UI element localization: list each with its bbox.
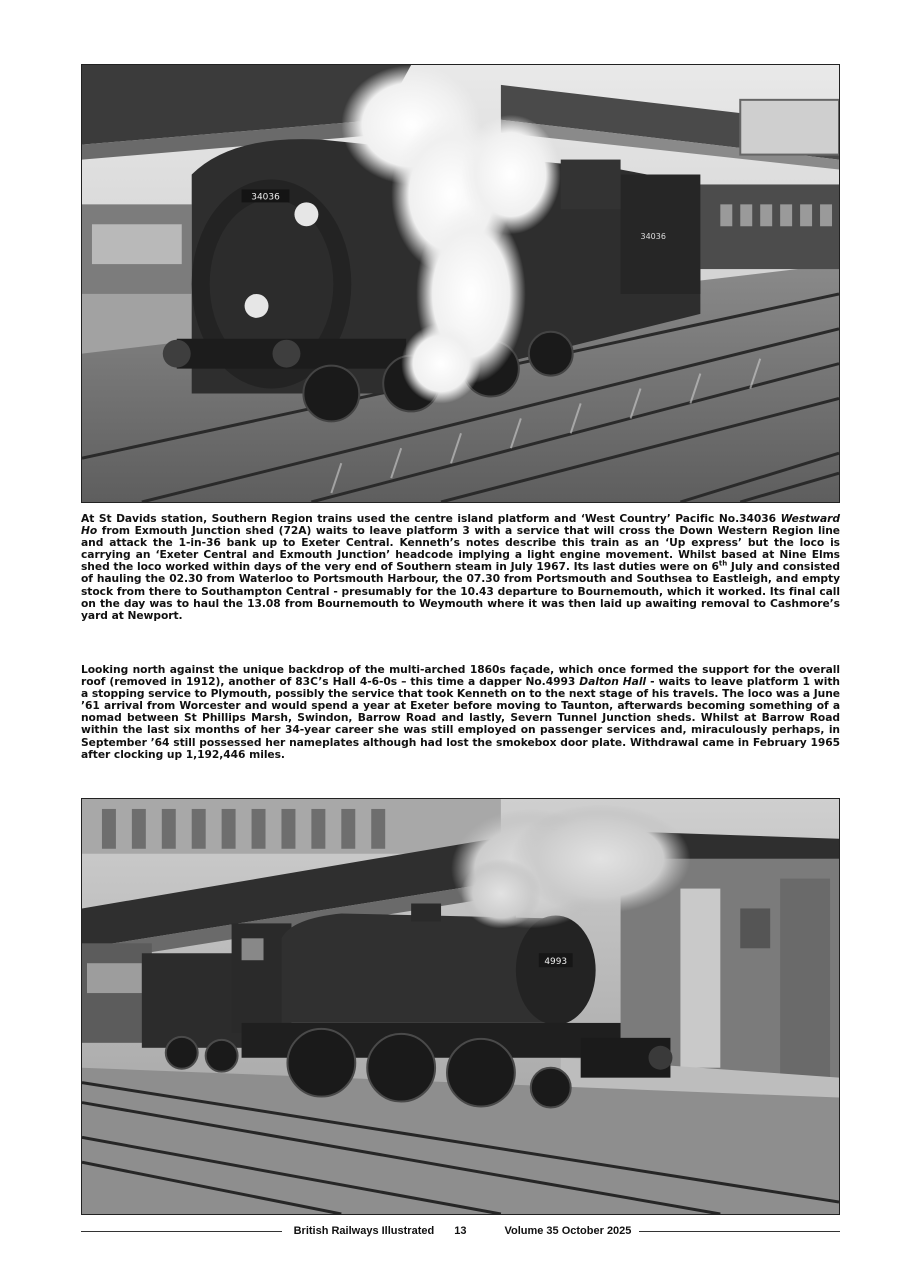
caption-1-text-b: from Exmouth Junction shed (72A) waits to leave platform 3 with a service that will cross the Down Western Region line and attack the 1-in-36 bank up to Exeter Central. Kenneth’s notes describe this train as an ‘Up express’ but the loco is carrying an ‘Exeter Central and Exmouth Junction’ headcode implying a light engine movement. Whilst based at Nine Elms shed the loco worked within days of the very end of Southern steam in July 1967. Its last duties were on 6: [81, 524, 840, 574]
top-loco-headcode: 34036: [251, 192, 280, 203]
caption-westward-ho: [81, 513, 840, 622]
footer-publication-title: British Railways Illustrated: [293, 1225, 435, 1237]
photo-westward-ho: [81, 64, 840, 503]
footer-issue: Volume 35 October 2025: [504, 1225, 632, 1237]
caption-1-ordinal: th: [718, 559, 728, 568]
photo-dalton-hall: [81, 798, 840, 1215]
caption-1-loco-name: Westward Ho: [81, 512, 840, 538]
photo-dalton-hall-image: [82, 799, 839, 1214]
footer-rule-right: [639, 1231, 840, 1232]
caption-1-text-c: July and consisted of hauling the 02.30 from Waterloo to Portsmouth Harbour, the 07.30 from Portsmouth and Southsea to Eastleigh, and empty stock from there to Southampton Central - presumably for the 10.43 departure to Bournemouth, which it worked. Its final call on the day was to haul the 13.08 from Bournemouth to Weymouth where it was then laid up awaiting removal to Cashmore’s yard at Newport.: [81, 560, 840, 622]
photo-westward-ho-image: [82, 65, 839, 502]
caption-2-text-b: - waits to leave platform 1 with a stopping service to Plymouth, possibly the service that took Kenneth on to the next stage of his travels. The loco was a June ’61 arrival from Worcester and would spend a year at Exeter before moving to Taunton, afterwards becoming something of a nomad between St Phillips Marsh, Swindon, Barrow Road and lastly, Severn Tunnel Junction sheds. Whilst at Barrow Road within the last six months of her 34-year career she was still employed on passenger services and, miraculously perhaps, in September ’64 still possessed her nameplates although had lost the smokebox door plate. Withdrawal came in February 1965 after clocking up 1,192,446 miles.: [81, 675, 840, 761]
footer-rule-left: [81, 1231, 282, 1232]
caption-2-text-a: Looking north against the unique backdrop of the multi-arched 1860s façade, which once formed the support for the overall roof (removed in 1912), another of 83C’s Hall 4-6-0s – this time a dapper No.4993: [81, 663, 840, 689]
footer-page-number: 13: [454, 1225, 467, 1237]
caption-dalton-hall: [81, 664, 840, 761]
top-loco-cab-number: 34036: [640, 232, 666, 242]
caption-2-loco-name: Dalton Hall: [579, 675, 647, 689]
caption-1-text-a: At St Davids station, Southern Region trains used the centre island platform and ‘West Country’ Pacific No.34036: [81, 512, 781, 525]
bottom-loco-number: 4993: [544, 957, 568, 968]
page-footer: [81, 1222, 840, 1240]
